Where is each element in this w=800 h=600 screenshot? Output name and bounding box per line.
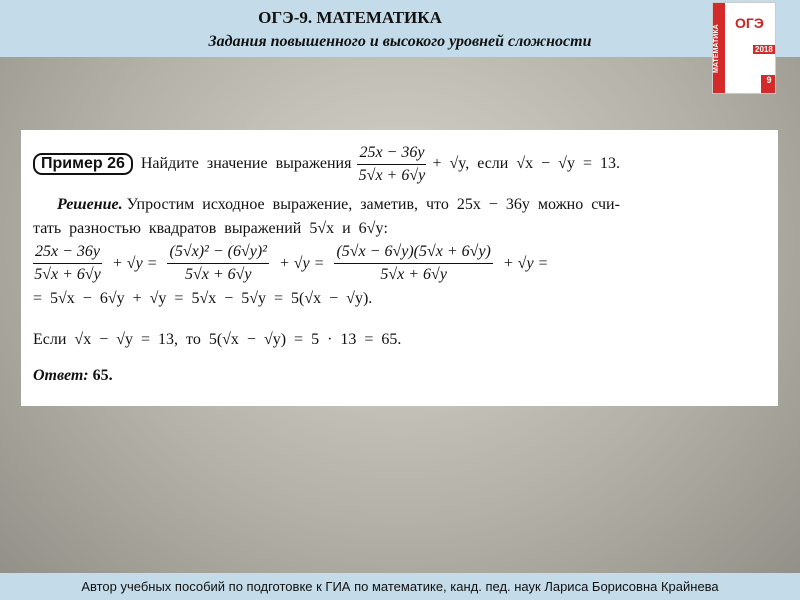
example-badge: Пример 26: [33, 153, 133, 175]
if-line: Если √x − √y = 13, то 5(√x − √y) = 5 · 13 = 65.: [33, 331, 402, 349]
eq-fraction-2: $\frac{\text{(5√x)² − (6√y)²}}{5√x + 6√y}$: [169, 243, 267, 283]
eq-fraction-3: $\frac{(5√x - 6√y)(5√x + 6√y)}{5√x + 6√y}$: [336, 243, 491, 283]
solution-text-1: Упростим исходное выражение, заметив, что 25x − 36y можно счи-: [126, 196, 620, 214]
task-text: Найдите значение выражения: [140, 155, 352, 173]
cover-logo: ОГЭ: [735, 15, 764, 31]
answer-label: Ответ:: [33, 366, 89, 384]
slide-header: [0, 0, 800, 57]
eq-fraction-1: $\frac{25x - 36y}{5√x + 6√y}$: [34, 243, 101, 283]
slide-footer: Автор учебных пособий по подготовке к ГИА по математике, канд. пед. наук Лариса Борисовна Крайнева: [0, 573, 800, 600]
cover-grade: 9: [761, 75, 776, 94]
slide-subtitle: Задания повышенного и высокого уровней сложности: [208, 33, 592, 50]
book-cover-image: [712, 2, 776, 94]
task-fraction: $\frac{25x - 36y}{5√x + 6√y}$: [358, 144, 426, 184]
solution-label: Решение.: [57, 196, 123, 214]
cover-side-text: МАТЕМАТИКА: [713, 3, 725, 94]
eq-plus-2: + √y =: [278, 254, 325, 272]
eq-plus-1: + √y =: [112, 254, 158, 272]
example-card: [21, 130, 778, 406]
eq-line-2: = 5√x − 6√y + √y = 5√x − 5√y = 5(√x − √y).: [33, 289, 373, 307]
slide-title: ОГЭ-9. МАТЕМАТИКА: [258, 8, 442, 27]
eq-plus-3: + √y =: [502, 254, 549, 272]
cover-year: 2018: [755, 45, 773, 54]
answer-value: 65.: [92, 366, 113, 384]
solution-text-2: тать разностью квадратов выражений 5√x и 6√y:: [33, 219, 388, 237]
task-tail: + √y, если √x − √y = 13.: [432, 155, 620, 173]
